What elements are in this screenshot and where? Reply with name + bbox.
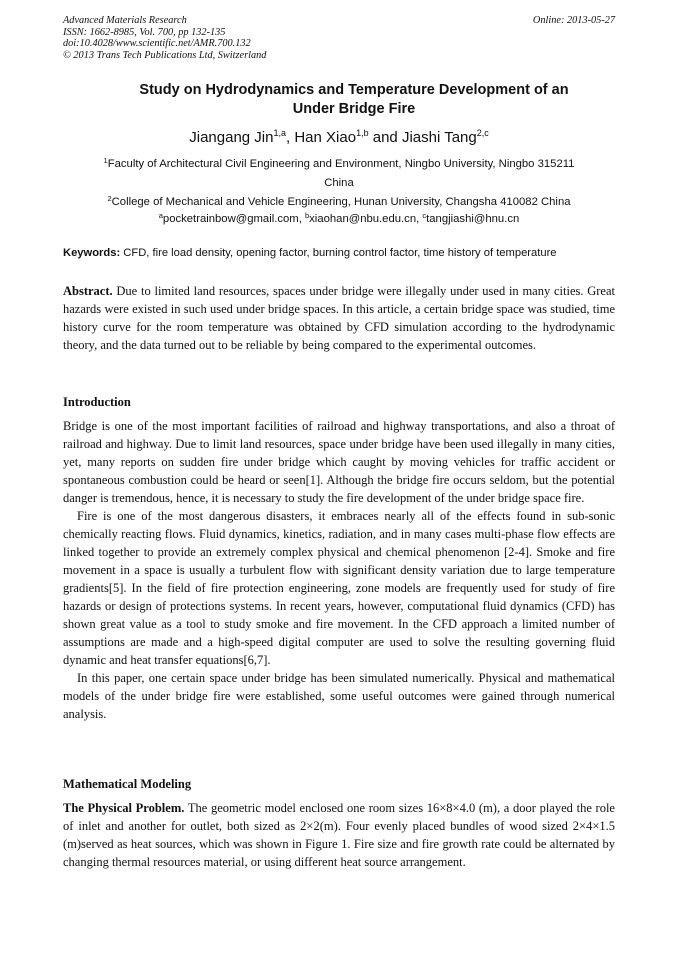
title-line-1: Study on Hydrodynamics and Temperature Development of an xyxy=(139,82,569,98)
email-b-mark: b xyxy=(304,211,310,220)
author-2-affil: 1,b xyxy=(356,128,369,138)
abstract-text: Due to limited land resources, spaces under bridge were illegally under used in many cities. Great hazards were existed in such used under bridge spaces. In this article, a certain bridge space was studied, time history curve for the room temperature was obtained by CFD simulation according to the hydrodynamic theory, and the data turned out to be reliable by being compared to the experimental outcomes. xyxy=(63,284,615,352)
email-a-mark: a xyxy=(158,211,163,220)
abstract-label: Abstract. xyxy=(63,284,113,298)
title-line-2: Under Bridge Fire xyxy=(292,101,416,117)
journal-header xyxy=(63,15,615,61)
email-list xyxy=(63,206,615,229)
affiliation-2-text: College of Mechanical and Vehicle Engineering, Hunan University, Changsha 410082 China xyxy=(111,196,571,208)
email-c: tangjiashi@hnu.cn xyxy=(426,213,520,225)
author-3: Jiashi Tang xyxy=(401,129,477,146)
introduction-body xyxy=(63,417,615,723)
section-heading-modeling: Mathematical Modeling xyxy=(63,777,192,791)
affiliation-2-mark: 2 xyxy=(107,194,112,203)
affiliation-1 xyxy=(63,151,615,193)
author-separator: , xyxy=(286,129,295,146)
paper-title xyxy=(90,81,618,119)
email-b: xiaohan@nbu.edu.cn, xyxy=(309,213,423,225)
author-list xyxy=(63,123,615,148)
email-c-mark: c xyxy=(422,211,427,220)
author-separator: and xyxy=(368,129,402,146)
intro-paragraph-2: Fire is one of the most dangerous disasters, it embraces nearly all of the effects found in sub-sonic chemically reacting flows. Fluid dynamics, kinetics, radiation, and in many cases multi-phase flow effects are linked together to provide an extremely complex physical and chemical phenomenon [2-4]. Smoke and fire movement in a space is usually a turbulent flow with significant density variation due to large temperature gradients[5]. In the field of fire protection engineering, zone models are frequently used for study of fire hazards or design of protections systems. In recent years, however, computational fluid dynamics (CFD) has shown great value as a tool to study smoke and fire movement. In the CFD approach a limited number of assumptions are made and a high-speed digital computer are used to solve the resulting governing fluid dynamic and heat transfer equations[6,7]. xyxy=(63,509,615,667)
keywords-text: CFD, fire load density, opening factor, burning control factor, time history of temperature xyxy=(120,247,557,259)
keywords xyxy=(63,246,615,261)
abstract xyxy=(63,282,615,354)
keywords-label: Keywords: xyxy=(63,247,121,259)
author-1-affil: 1,a xyxy=(273,128,286,138)
journal-issn: ISSN: 1662-8985, Vol. 700, pp 132-135 xyxy=(63,26,226,38)
author-2: Han Xiao xyxy=(294,129,357,146)
author-1: Jiangang Jin xyxy=(189,129,274,146)
modeling-text: The geometric model enclosed one room sizes 16×8×4.0 (m), a door played the role of inlet and another for outlet, both sized as 2×2(m). Four evenly placed bundles of wood sized 2×4×1.5 (m)served as heat sources, which was shown in Figure 1. Fire size and fire growth rate could be alternated by changing thermal resources material, or using different heat source arrangement. xyxy=(63,801,615,869)
subsection-label: The Physical Problem. xyxy=(63,801,185,815)
email-a: pocketrainbow@gmail.com, xyxy=(162,213,305,225)
affiliation-1-line-2: China xyxy=(324,177,354,189)
affiliation-1-mark: 1 xyxy=(103,156,108,165)
journal-doi: doi:10.4028/www.scientific.net/AMR.700.132 xyxy=(63,38,251,50)
section-heading-introduction: Introduction xyxy=(63,395,131,409)
journal-name: Advanced Materials Research xyxy=(63,15,187,26)
modeling-body xyxy=(63,799,615,871)
journal-copyright: © 2013 Trans Tech Publications Ltd, Switzerland xyxy=(63,49,267,61)
affiliation-1-line-1: Faculty of Architectural Civil Engineering and Environment, Ningbo University, Ningbo 315211 xyxy=(107,158,575,170)
author-3-affil: 2,c xyxy=(476,128,489,138)
intro-paragraph-3: In this paper, one certain space under bridge has been simulated numerically. Physical and mathematical models of the under bridge fire were established, some useful outcomes were gained through numerical analysis. xyxy=(63,671,615,721)
online-date: Online: 2013-05-27 xyxy=(532,15,615,26)
intro-paragraph-1: Bridge is one of the most important facilities of railroad and highway transportations, and also a throat of railroad and highway. Due to limit land resources, space under bridge have been used illegally in many cities, yet, many reports on sudden fire under bridge which caught by moving vehicles for traffic accident or spontaneous combustion could be heard or seen[1]. Although the bridge fire occurs seldom, but the potential danger is tremendous, hence, it is necessary to study the fire development of the under bridge space fire. xyxy=(63,419,615,505)
